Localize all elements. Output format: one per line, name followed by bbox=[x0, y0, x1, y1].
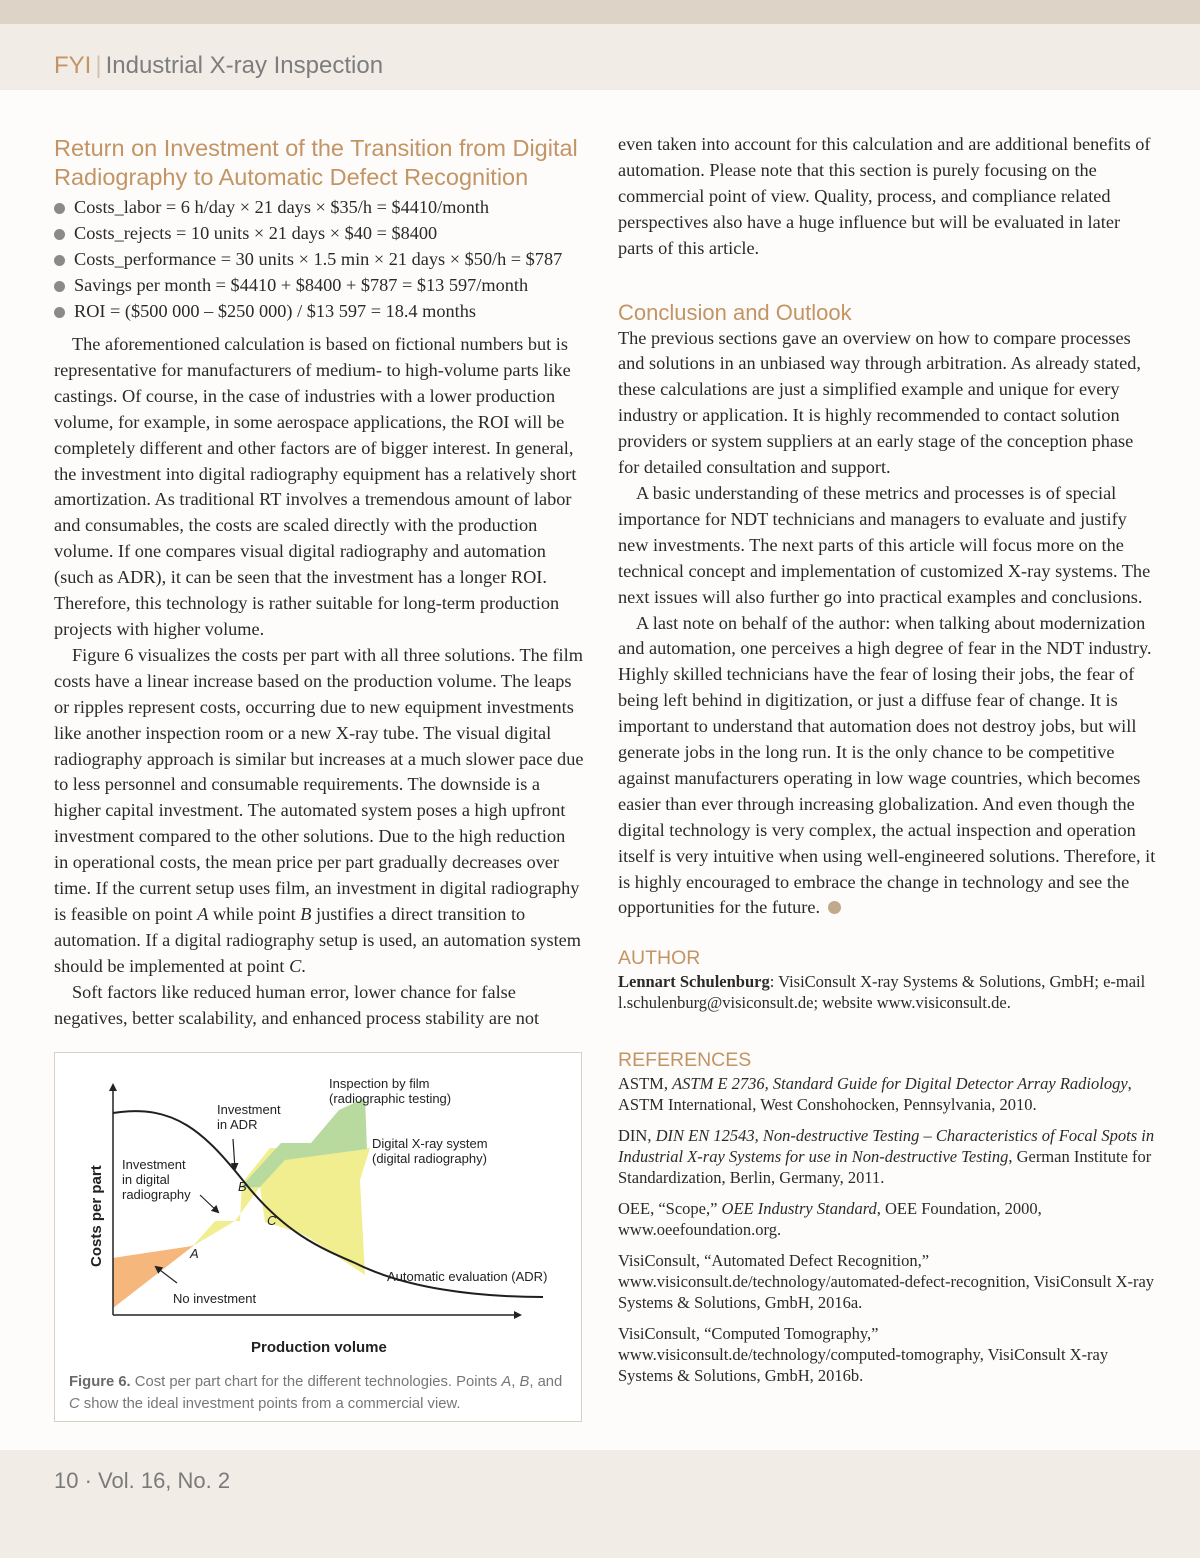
paragraph-continued: even taken into account for this calculation and are additional benefits of automation. Please note that this section is purely focusing on the commercial point of view. Quality, process, and compliance related perspectives also have a huge influence but will be evaluated in later parts of this article. bbox=[618, 134, 1151, 258]
roi-bullet-list bbox=[54, 194, 584, 324]
running-header bbox=[54, 52, 383, 80]
end-of-article-dot bbox=[828, 901, 841, 914]
caption-text-b: , bbox=[511, 1374, 520, 1390]
right-column bbox=[618, 132, 1158, 1396]
paragraph-conclusion-1: The previous sections gave an overview on how to compare processes and solutions in an unbiased way through arbitration. As already stated, these calculations are just a simplified example and unique for every industry or application. It is highly recommended to contact solution providers or system suppliers at an early stage of the conception phase for detailed consultation and support. bbox=[618, 327, 1141, 478]
reference-item bbox=[618, 1250, 1158, 1313]
caption-label: Figure 6. bbox=[69, 1374, 131, 1390]
roi-section-title bbox=[54, 134, 584, 192]
label-digital-2: (digital radiography) bbox=[372, 1151, 487, 1166]
author-details: : VisiConsult X-ray Systems & Solutions, GmbH; e-mail l.schulenburg@visiconsult.de; website www.visiconsult.de. bbox=[618, 972, 1146, 1013]
figure-caption bbox=[69, 1371, 569, 1415]
ref-2-a: DIN, bbox=[618, 1126, 656, 1146]
x-axis-title: Production volume bbox=[251, 1339, 387, 1356]
reference-item bbox=[618, 1125, 1158, 1188]
point-b-label: B bbox=[238, 1179, 247, 1194]
author-info bbox=[618, 971, 1158, 1013]
point-c-ref: C bbox=[289, 955, 302, 976]
label-adr: Automatic evaluation (ADR) bbox=[387, 1269, 548, 1284]
bullet-savings: Savings per month = $4410 + $8400 + $787 = $13 597/month bbox=[54, 272, 584, 298]
point-a-label: A bbox=[190, 1246, 199, 1261]
caption-point-b: B bbox=[519, 1374, 530, 1390]
ref-1-b: , ASTM International, West Conshohocken, Pennsylvania, 2010. bbox=[618, 1074, 1132, 1115]
figure-6 bbox=[54, 1052, 582, 1422]
label-inv-adr-2: in ADR bbox=[217, 1117, 258, 1132]
caption-text-d: show the ideal investment points from a commercial view. bbox=[79, 1396, 461, 1412]
caption-text-a: Cost per part chart for the different technologies. Points bbox=[130, 1374, 502, 1390]
ref-1-title: ASTM E 2736, Standard Guide for Digital Detector Array Radiology bbox=[672, 1074, 1128, 1094]
arrow-inv-dr bbox=[200, 1195, 218, 1212]
cost-per-part-chart bbox=[55, 1053, 583, 1373]
top-band bbox=[0, 0, 1200, 24]
conclusion-3-text: A last note on behalf of the author: when talking about modernization and automation, one perceives a high degree of fear in the NDT industry. Highly skilled technicians have the fear of losing their jobs, the fear of being left behind in digitization, or just a diffuse fear of change. It is important to understand that automation does not destroy jobs, but will generate jobs in the long run. It is the only chance to be competitive against manufacturers operating in low wage countries, which becomes easier than ever through increasing globalization. And even though the digital technology is very complex, the actual inspection and operation itself is very intuitive when using well-engineered solutions. Therefore, it is highly encouraged to embrace the change in technology and see the opportunities for the future. bbox=[618, 612, 1156, 918]
arrow-inv-adr bbox=[233, 1139, 235, 1169]
ref-1-a: ASTM, bbox=[618, 1074, 673, 1094]
paragraph-figure-6 bbox=[54, 643, 584, 980]
header-title: Industrial X-ray Inspection bbox=[105, 52, 384, 79]
paragraph-calculation: The aforementioned calculation is based on fictional numbers but is representative for manufacturers of medium- to high-volume parts like castings. Of course, in the case of industries with a lower production volume, for example, in some aerospace applications, the ROI will be completely different and other factors are of bigger interest. In general, the investment into digital radiography equipment has a relatively short amortization. As traditional RT involves a tremendous amount of labor and consumables, the costs are scaled directly with the production volume. If one compares visual digital radiography and automation (such as ADR), it can be seen that the investment has a longer ROI. Therefore, this technology is rather suitable for long-term production projects with higher volume. bbox=[54, 334, 577, 639]
caption-text-c: , and bbox=[529, 1374, 563, 1390]
bullet-costs-performance: Costs_performance = 30 units × 1.5 min × 21 days × $50/h = $787 bbox=[54, 246, 584, 272]
ref-3-a: OEE, “Scope,” bbox=[618, 1199, 722, 1219]
label-inv-dr-1: Investment bbox=[122, 1157, 186, 1172]
ref-2-title: DIN EN 12543, Non-destructive Testing – Characteristics of Focal Spots in Industrial X-ray Systems for use in Non-destructive Testing bbox=[618, 1126, 1155, 1167]
ref-5-a: VisiConsult, “Computed Tomography,” www.visiconsult.de/technology/computed-tomography, VisiConsult X-ray Systems & Solutions, GmbH, 2016b. bbox=[618, 1324, 1109, 1386]
references-title: REFERENCES bbox=[618, 1049, 752, 1072]
label-inv-adr-1: Investment bbox=[217, 1102, 281, 1117]
label-inv-dr-3: radiography bbox=[122, 1187, 191, 1202]
p2-text-a: Figure 6 visualizes the costs per part with all three solutions. The film costs have a linear increase based on the production volume. The leaps or ripples represent costs, occurring due to new equipment investments like another inspection room or a new X-ray tube. The visual digital radiography approach is similar but increases at a much slower pace due to less personnel and consumable requirements. The downside is a higher capital investment. The automated system poses a high upfront investment compared to the other solutions. Due to the high reduction in operational costs, the mean price per part gradually decreases over time. If the current setup uses film, an investment in digital radiography is feasible on point bbox=[54, 644, 584, 924]
label-no-investment: No investment bbox=[173, 1291, 257, 1306]
point-c-label: C bbox=[267, 1213, 277, 1228]
references-list bbox=[618, 1073, 1158, 1386]
label-digital-1: Digital X-ray system bbox=[372, 1136, 488, 1151]
conclusion-title: Conclusion and Outlook bbox=[618, 299, 852, 325]
roi-title-line-2: Radiography to Automatic Defect Recognition bbox=[54, 164, 529, 190]
reference-item bbox=[618, 1198, 1158, 1240]
caption-point-a: A bbox=[501, 1374, 512, 1390]
left-column bbox=[54, 134, 584, 1031]
bullet-costs-labor: Costs_labor = 6 h/day × 21 days × $35/h = $4410/month bbox=[54, 194, 584, 220]
arrow-no-inv bbox=[156, 1267, 177, 1283]
ref-4-a: VisiConsult, “Automated Defect Recognition,” www.visiconsult.de/technology/automated-defect-recognition, VisiConsult X-ray Systems & Solutions, GmbH, 2016a. bbox=[618, 1251, 1155, 1313]
p2-text-c: justifies a direct transition to automation. If a digital radiography setup is used, an automation system should be implemented at point bbox=[54, 903, 581, 976]
footer-band bbox=[0, 1450, 1200, 1558]
bullet-costs-rejects: Costs_rejects = 10 units × 21 days × $40 = $8400 bbox=[54, 220, 584, 246]
label-film-2: (radiographic testing) bbox=[329, 1091, 452, 1106]
author-name: Lennart Schulenburg bbox=[618, 972, 770, 992]
paragraph-conclusion-2: A basic understanding of these metrics and processes is of special importance for NDT technicians and managers to evaluate and justify new investments. The next parts of this article will focus more on the technical concept and implementation of customized X-ray systems. The next issues will also further go into practical examples and conclusions. bbox=[618, 482, 1151, 607]
right-body-text bbox=[618, 132, 1158, 262]
roi-title-line-1: Return on Investment of the Transition from Digital bbox=[54, 135, 578, 161]
author-title: AUTHOR bbox=[618, 947, 701, 970]
ref-2-b: , German Institute for Standardization, Berlin, Germany, 2011. bbox=[618, 1147, 1152, 1188]
conclusion-body bbox=[618, 326, 1158, 922]
paragraph-conclusion-3 bbox=[618, 611, 1158, 922]
caption-point-c: C bbox=[69, 1396, 80, 1412]
point-b-ref: B bbox=[300, 903, 312, 924]
page-footer: 10 · Vol. 16, No. 2 bbox=[54, 1468, 231, 1493]
left-body-text bbox=[54, 332, 584, 1031]
reference-item bbox=[618, 1073, 1158, 1115]
paragraph-soft-factors: Soft factors like reduced human error, lower chance for false negatives, better scalability, and enhanced process stability are not bbox=[54, 981, 540, 1028]
reference-item bbox=[618, 1323, 1158, 1386]
y-axis-title: Costs per part bbox=[88, 1165, 105, 1267]
ref-3-title: OEE Industry Standard bbox=[721, 1199, 877, 1219]
label-film-1: Inspection by film bbox=[329, 1076, 430, 1091]
label-inv-dr-2: in digital bbox=[122, 1172, 170, 1187]
header-separator: | bbox=[95, 52, 102, 79]
digital-region bbox=[193, 1148, 370, 1275]
p2-text-b: while point bbox=[208, 903, 301, 924]
p2-text-d: . bbox=[301, 955, 306, 976]
point-a-ref: A bbox=[197, 903, 209, 924]
ref-3-b: , OEE Foundation, 2000, www.oeefoundation.org. bbox=[618, 1199, 1042, 1240]
header-fyi: FYI bbox=[54, 52, 92, 79]
bullet-roi: ROI = ($500 000 – $250 000) / $13 597 = 18.4 months bbox=[54, 298, 584, 324]
